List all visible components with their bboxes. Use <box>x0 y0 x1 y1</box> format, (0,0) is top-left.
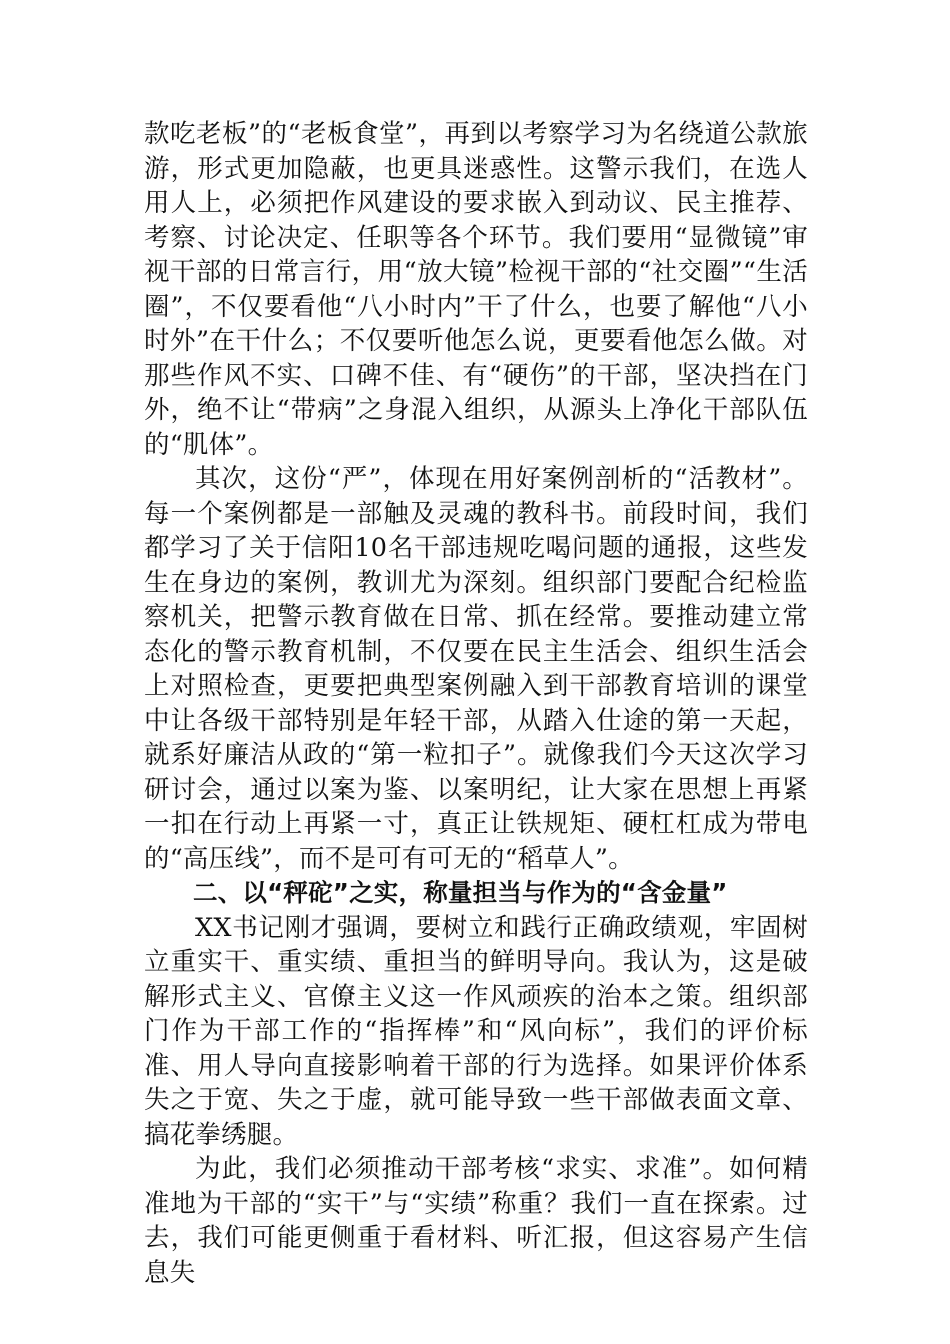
document-body <box>144 117 808 1290</box>
section-heading-2: 二、以“秤砣”之实，称量担当与作为的“含金量” <box>193 878 728 907</box>
paragraph-case-study: 其次，这份“严”，体现在用好案例剖析的“活教材”。每一个案例都是一部触及灵魂的教科书。前段时间，我们都学习了关于信阳10名干部违规吃喝问题的通报，这些发生在身边的案例，教训尤为深刻。组织部门要配合纪检监察机关，把警示教育做在日常、抓在经常。要推动建立常态化的警示教育机制，不仅要在民主生活会、组织生活会上对照检查，更要把典型案例融入到干部教育培训的课堂中让各级干部特别是年轻干部，从踏入仕途的第一天起，就系好廉洁从政的“第一粒扣子”。就像我们今天这次学习研讨会，通过以案为鉴、以案明纪，让大家在思想上再紧一扣在行动上再紧一寸，真正让铁规矩、硬杠杠成为带电的“高压线”，而不是可有可无的“稻草人”。 <box>144 464 808 874</box>
paragraph-continuation: 款吃老板”的“老板食堂”，再到以考察学习为名绕道公款旅游，形式更加隐蔽，也更具迷惑性。这警示我们，在选人用人上，必须把作风建设的要求嵌入到动议、民主推荐、考察、讨论决定、任职等各个环节。我们要用“显微镜”审视干部的日常言行，用“放大镜”检视干部的“社交圈”“生活圈”，不仅要看他“八小时内”干了什么，也要了解他“八小时外”在干什么；不仅要听他怎么说，更要看他怎么做。对那些作风不实、口碑不佳、有“硬伤”的干部，坚决挡在门外，绝不让“带病”之身混入组织，从源头上净化干部队伍的“肌体”。 <box>144 119 808 460</box>
paragraph-assessment: 为此，我们必须推动干部考核“求实、求准”。如何精准地为干部的“实干”与“实绩”称重？我们一直在探索。过去，我们可能更侧重于看材料、听汇报，但这容易产生信息失 <box>144 1154 808 1288</box>
paragraph-performance-view: XX书记刚才强调，要树立和践行正确政绩观，牢固树立重实干、重实绩、重担当的鲜明导向。我认为，这是破解形式主义、官僚主义这一作风顽疾的治本之策。组织部门作为干部工作的“指挥棒”和“风向标”，我们的评价标准、用人导向直接影响着干部的行为选择。如果评价体系失之于宽、失之于虚，就可能导致一些干部做表面文章、搞花拳绣腿。 <box>144 912 808 1150</box>
